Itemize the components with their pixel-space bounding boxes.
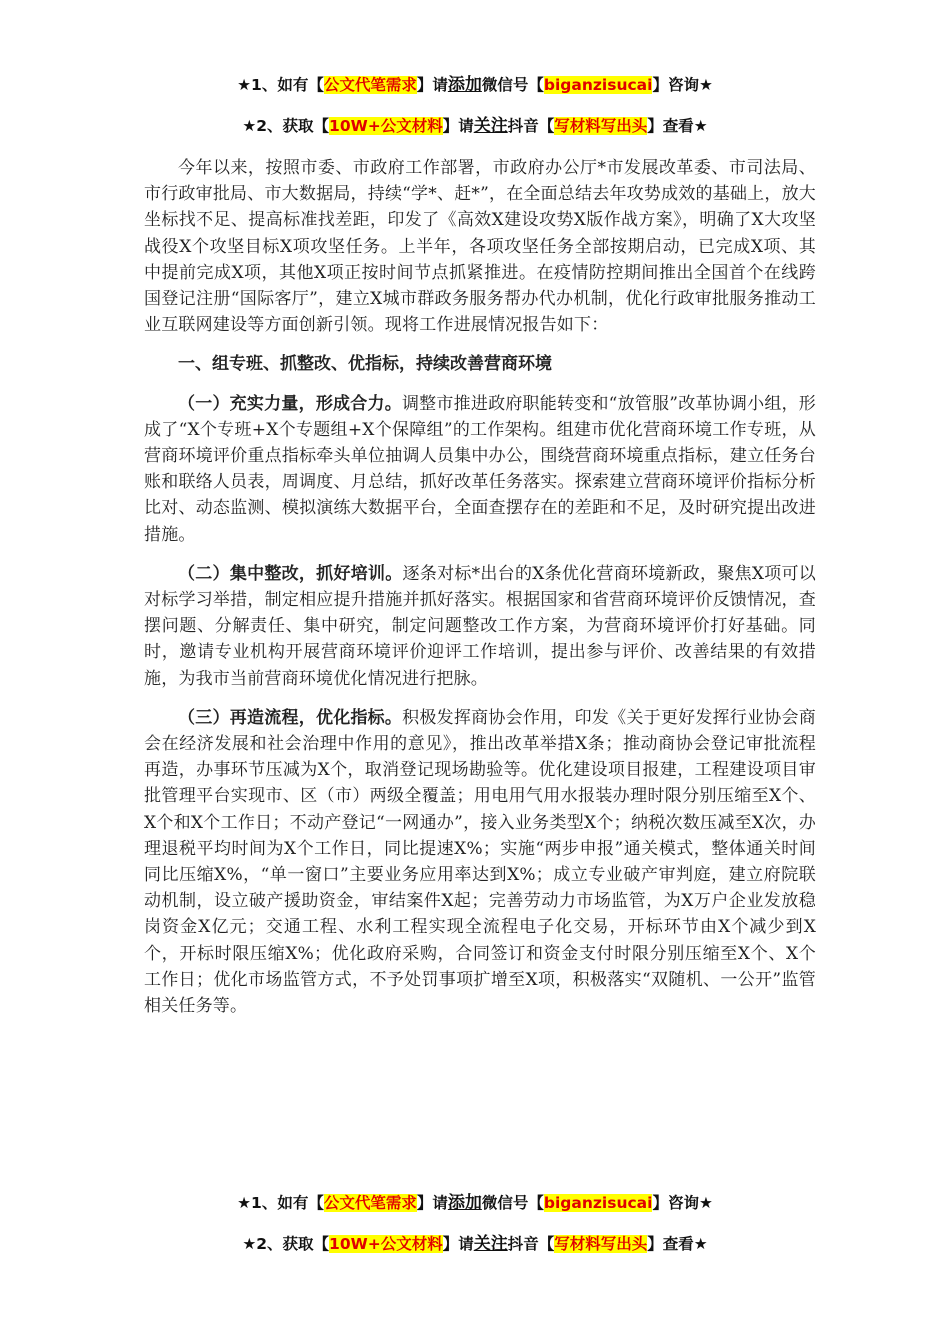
highlight-wechat-id: biganzisucai [543, 76, 653, 94]
subsection-paragraph-2: （二）集中整改，抓好培训。逐条对标*出台的X条优化营商环境新政，聚焦X项可以对标学习举措，制定相应提升措施并抓好落实。根据国家和省营商环境评价反馈情况，查摆问题、分解责任、集中研究，制定问题整改工作方案，为营商环境评价打好基础。同时，邀请专业机构开展营商环境评价迎评工作培训，提出参与评价、改善结果的有效措施，为我市当前营商环境优化情况进行把脉。 [144, 563, 816, 689]
promo-line-materials-top: ★2、获取【10W+公文材料】请关注抖音【写材料写出头】查看★ [242, 116, 708, 136]
subsection-paragraph-3: （三）再造流程，优化指标。积极发挥商协会作用，印发《关于更好发挥行业协会商会在经济发展和社会治理中作用的意见》，推出改革举措X条；推动商协会登记审批流程再造，办事环节压减为X个，取消登记现场勘验等。优化建设项目报建，工程建设项目审批管理平台实现市、区（市）两级全覆盖；用电用气用水报装办理时限分别压缩至X个、X个和X个工作日；不动产登记“一网通办”，接入业务类型X个；纳税次数压减至X次，办理退税平均时间为X个工作日，同比提速X%；实施“两步申报”通关模式，整体通关时间同比压缩X%，“单一窗口”主要业务应用率达到X%；成立专业破产审判庭，建立府院联动机制，设立破产援助资金，审结案件X起；完善劳动力市场监管，为X万户企业发放稳岗资金X亿元；交通工程、水利工程实现全流程电子化交易，开标环节由X个减少到X个，开标时限压缩X%；优化政府采购，合同签订和资金支付时限分别压缩至X个、X个工作日；优化市场监管方式，不予处罚事项扩增至X项，积极落实“双随机、一公开”监管相关任务等。 [144, 707, 816, 1017]
star-icon: ★ [237, 1194, 252, 1212]
highlight-service: 公文代笔需求 [323, 1194, 417, 1212]
star-icon: ★ [237, 76, 252, 94]
star-icon: ★ [242, 1235, 257, 1253]
highlight-douyin-account: 写材料写出头 [554, 117, 648, 135]
subsection-lead-1: （一）充实力量，形成合力。 [178, 393, 402, 414]
subsection-paragraph-1: （一）充实力量，形成合力。调整市推进政府职能转变和“放管服”改革协调小组，形成了“X个专班+X个专题组+X个保障组”的工作架构。组建市优化营商环境工作专班，从营商环境评价重点指标牵头单位抽调人员集中办公，围绕营商环境重点指标，建立任务台账和联络人员表，周调度、月总结，抓好改革任务落实。探索建立营商环境评价指标分析比对、动态监测、模拟演练大数据平台，全面查摆存在的差距和不足，及时研究提出改进措施。 [144, 393, 816, 545]
subsection-lead-3: （三）再造流程，优化指标。 [178, 707, 403, 728]
highlight-service: 公文代笔需求 [323, 76, 417, 94]
promo-line-materials-bottom: ★2、获取【10W+公文材料】请关注抖音【写材料写出头】查看★ [242, 1234, 708, 1254]
document-body [144, 155, 816, 1019]
promo-line-ghostwriting-top: ★1、如有【公文代笔需求】请添加微信号【biganzisucai】咨询★ [237, 75, 713, 95]
highlight-douyin-account: 写材料写出头 [554, 1235, 648, 1253]
star-icon: ★ [242, 117, 257, 135]
section-heading-1: 一、组专班、抓整改、优指标，持续改善营商环境 [178, 354, 552, 375]
intro-paragraph: 今年以来，按照市委、市政府工作部署，市政府办公厅*市发展改革委、市司法局、市行政审批局、市大数据局，持续“学*、赶*”，在全面总结去年攻势成效的基础上，放大坐标找不足、提高标准找差距，印发了《高效X建设攻势X版作战方案》，明确了X大攻坚战役X个攻坚目标X项攻坚任务。上半年，各项攻坚任务全部按期启动，已完成X项、其中提前完成X项，其他X项正按时间节点抓紧推进。在疫情防控期间推出全国首个在线跨国登记注册“国际客厅”，建立X城市群政务服务帮办代办机制，优化行政审批服务推动工业互联网建设等方面创新引领。现将工作进展情况报告如下： [144, 158, 816, 336]
highlight-materials: 10W+公文材料 [329, 1235, 443, 1253]
promo-line-ghostwriting-bottom: ★1、如有【公文代笔需求】请添加微信号【biganzisucai】咨询★ [237, 1193, 713, 1213]
subsection-lead-2: （二）集中整改，抓好培训。 [178, 563, 403, 584]
highlight-materials: 10W+公文材料 [329, 117, 443, 135]
highlight-wechat-id: biganzisucai [543, 1194, 653, 1212]
